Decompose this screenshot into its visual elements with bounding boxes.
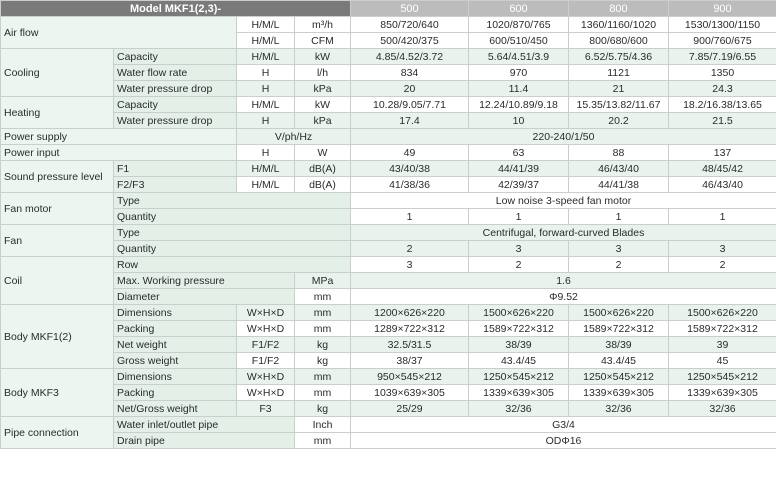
- value-cell: 63: [469, 145, 569, 161]
- value-cell: 1039×639×305: [351, 385, 469, 401]
- table-row: [1, 257, 776, 273]
- value-cell: 137: [669, 145, 776, 161]
- value-cell: 2: [569, 257, 669, 273]
- value-cell: 1500×626×220: [469, 305, 569, 321]
- unit-cell: mm: [295, 369, 351, 385]
- value-cell: 46/43/40: [569, 161, 669, 177]
- row-sub-label: Type: [114, 193, 351, 209]
- row-sub-label: Row: [114, 257, 351, 273]
- header-row: [1, 1, 776, 17]
- value-cell: 41/38/36: [351, 177, 469, 193]
- value-cell: 970: [469, 65, 569, 81]
- value-cell: 24.3: [669, 81, 776, 97]
- value-cell: 38/37: [351, 353, 469, 369]
- row-sub-label: Dimensions: [114, 369, 237, 385]
- condition-cell: W×H×D: [237, 305, 295, 321]
- row-group-label: Power supply: [1, 129, 237, 145]
- value-cell: 39: [669, 337, 776, 353]
- value-cell: 44/41/39: [469, 161, 569, 177]
- value-cell: 1530/1300/1150: [669, 17, 776, 33]
- value-cell: 20: [351, 81, 469, 97]
- table-row: [1, 49, 776, 65]
- row-sub-label: Quantity: [114, 209, 351, 225]
- condition-cell: H: [237, 145, 295, 161]
- table-row: [1, 161, 776, 177]
- value-cell: 1289×722×312: [351, 321, 469, 337]
- row-group-label: Sound pressure level: [1, 161, 114, 193]
- row-sub-label: Water inlet/outlet pipe: [114, 417, 295, 433]
- value-cell: 21.5: [669, 113, 776, 129]
- value-cell: 32/36: [669, 401, 776, 417]
- table-row: [1, 337, 776, 353]
- value-cell: 1589×722×312: [669, 321, 776, 337]
- value-cell: 3: [569, 241, 669, 257]
- value-cell: 49: [351, 145, 469, 161]
- row-sub-label: Type: [114, 225, 351, 241]
- condition-cell: F3: [237, 401, 295, 417]
- row-sub-label: Capacity: [114, 49, 237, 65]
- value-cell: 38/39: [469, 337, 569, 353]
- value-cell: 1: [351, 209, 469, 225]
- value-cell: 20.2: [569, 113, 669, 129]
- table-row: [1, 305, 776, 321]
- unit-cell: dB(A): [295, 177, 351, 193]
- unit-cell: kPa: [295, 113, 351, 129]
- row-group-label: Fan motor: [1, 193, 114, 225]
- table-row: [1, 113, 776, 129]
- row-sub-label: Gross weight: [114, 353, 237, 369]
- table-row: [1, 417, 776, 433]
- value-cell: 18.2/16.38/13.65: [669, 97, 776, 113]
- table-row: [1, 65, 776, 81]
- row-sub-label: Packing: [114, 385, 237, 401]
- value-cell: 950×545×212: [351, 369, 469, 385]
- value-cell: 3: [469, 241, 569, 257]
- unit-cell: kg: [295, 353, 351, 369]
- value-cell: 1339×639×305: [669, 385, 776, 401]
- row-sub-label: F2/F3: [114, 177, 237, 193]
- unit-cell: mm: [295, 385, 351, 401]
- table-row: [1, 385, 776, 401]
- merged-value-cell: Centrifugal, forward-curved Blades: [351, 225, 776, 241]
- table-row: [1, 401, 776, 417]
- unit-cell: mm: [295, 433, 351, 449]
- condition-cell: H: [237, 65, 295, 81]
- value-cell: 2: [669, 257, 776, 273]
- value-cell: 1: [569, 209, 669, 225]
- row-sub-label: Capacity: [114, 97, 237, 113]
- column-header-900: 900: [669, 1, 776, 17]
- value-cell: 850/720/640: [351, 17, 469, 33]
- unit-cell: dB(A): [295, 161, 351, 177]
- value-cell: 45: [669, 353, 776, 369]
- unit-cell: MPa: [295, 273, 351, 289]
- row-sub-label: Max. Working pressure: [114, 273, 295, 289]
- value-cell: 46/43/40: [669, 177, 776, 193]
- value-cell: 1250×545×212: [569, 369, 669, 385]
- unit-cell: W: [295, 145, 351, 161]
- unit-cell: kg: [295, 401, 351, 417]
- value-cell: 1250×545×212: [469, 369, 569, 385]
- table-row: [1, 129, 776, 145]
- merged-value-cell: Low noise 3-speed fan motor: [351, 193, 776, 209]
- value-cell: 32/36: [569, 401, 669, 417]
- value-cell: 1589×722×312: [469, 321, 569, 337]
- condition-cell: H/M/L: [237, 161, 295, 177]
- row-sub-label: Dimensions: [114, 305, 237, 321]
- unit-cell: CFM: [295, 33, 351, 49]
- row-group-label: Air flow: [1, 17, 237, 49]
- table-row: [1, 209, 776, 225]
- value-cell: 1339×639×305: [469, 385, 569, 401]
- condition-cell: W×H×D: [237, 369, 295, 385]
- row-group-label: Body MKF3: [1, 369, 114, 417]
- row-group-label: Pipe connection: [1, 417, 114, 449]
- value-cell: 1360/1160/1020: [569, 17, 669, 33]
- row-sub-label: Net weight: [114, 337, 237, 353]
- value-cell: 7.85/7.19/6.55: [669, 49, 776, 65]
- row-group-label: Cooling: [1, 49, 114, 97]
- value-cell: 4.85/4.52/3.72: [351, 49, 469, 65]
- table-row: [1, 273, 776, 289]
- unit-cell: kW: [295, 97, 351, 113]
- condition-cell: H: [237, 113, 295, 129]
- value-cell: 42/39/37: [469, 177, 569, 193]
- table-row: [1, 97, 776, 113]
- column-header-500: 500: [351, 1, 469, 17]
- value-cell: 1200×626×220: [351, 305, 469, 321]
- value-cell: 17.4: [351, 113, 469, 129]
- row-sub-label: Water flow rate: [114, 65, 237, 81]
- unit-cell: mm: [295, 305, 351, 321]
- value-cell: 43/40/38: [351, 161, 469, 177]
- model-header: Model MKF1(2,3)-: [1, 1, 351, 17]
- value-cell: 1121: [569, 65, 669, 81]
- value-cell: 48/45/42: [669, 161, 776, 177]
- value-cell: 2: [351, 241, 469, 257]
- value-cell: 600/510/450: [469, 33, 569, 49]
- value-cell: 32.5/31.5: [351, 337, 469, 353]
- table-row: [1, 369, 776, 385]
- row-sub-label: F1: [114, 161, 237, 177]
- condition-cell: H/M/L: [237, 177, 295, 193]
- row-sub-label: Quantity: [114, 241, 351, 257]
- value-cell: 15.35/13.82/11.67: [569, 97, 669, 113]
- unit-cell: kW: [295, 49, 351, 65]
- value-cell: 25/29: [351, 401, 469, 417]
- value-cell: 1: [669, 209, 776, 225]
- value-cell: 10.28/9.05/7.71: [351, 97, 469, 113]
- row-group-label: Coil: [1, 257, 114, 305]
- row-sub-label: Net/Gross weight: [114, 401, 237, 417]
- value-cell: 1500×626×220: [669, 305, 776, 321]
- unit-cell: kg: [295, 337, 351, 353]
- value-cell: 900/760/675: [669, 33, 776, 49]
- value-cell: 1: [469, 209, 569, 225]
- table-row: [1, 145, 776, 161]
- condition-cell: H/M/L: [237, 49, 295, 65]
- merged-value-cell: ODΦ16: [351, 433, 776, 449]
- table-row: [1, 241, 776, 257]
- merged-value-cell: 1.6: [351, 273, 776, 289]
- value-cell: 2: [469, 257, 569, 273]
- value-cell: 44/41/38: [569, 177, 669, 193]
- value-cell: 1350: [669, 65, 776, 81]
- table-row: [1, 289, 776, 305]
- value-cell: 3: [669, 241, 776, 257]
- value-cell: 32/36: [469, 401, 569, 417]
- row-sub-label: Water pressure drop: [114, 81, 237, 97]
- table-row: [1, 81, 776, 97]
- row-sub-label: Diameter: [114, 289, 295, 305]
- condition-cell: W×H×D: [237, 321, 295, 337]
- table-row: [1, 225, 776, 241]
- unit-cell: l/h: [295, 65, 351, 81]
- table-row: [1, 177, 776, 193]
- table-row: [1, 353, 776, 369]
- row-sub-label: Water pressure drop: [114, 113, 237, 129]
- value-cell: 21: [569, 81, 669, 97]
- value-cell: 10: [469, 113, 569, 129]
- value-cell: 88: [569, 145, 669, 161]
- value-cell: 1339×639×305: [569, 385, 669, 401]
- condition-cell: F1/F2: [237, 353, 295, 369]
- row-group-label: Fan: [1, 225, 114, 257]
- row-group-label: Power input: [1, 145, 237, 161]
- table-row: [1, 433, 776, 449]
- row-sub-label: Packing: [114, 321, 237, 337]
- row-group-label: Body MKF1(2): [1, 305, 114, 369]
- value-cell: 43.4/45: [569, 353, 669, 369]
- unit-cell: m³/h: [295, 17, 351, 33]
- merged-value-cell: G3/4: [351, 417, 776, 433]
- table-row: [1, 321, 776, 337]
- unit-cell: mm: [295, 289, 351, 305]
- value-cell: 834: [351, 65, 469, 81]
- condition-cell: F1/F2: [237, 337, 295, 353]
- unit-cell: Inch: [295, 417, 351, 433]
- condition-cell: H/M/L: [237, 17, 295, 33]
- value-cell: 6.52/5.75/4.36: [569, 49, 669, 65]
- value-cell: 800/680/600: [569, 33, 669, 49]
- value-cell: 1250×545×212: [669, 369, 776, 385]
- merged-value-cell: 220-240/1/50: [351, 129, 776, 145]
- column-header-800: 800: [569, 1, 669, 17]
- condition-cell: H: [237, 81, 295, 97]
- value-cell: 12.24/10.89/9.18: [469, 97, 569, 113]
- value-cell: 3: [351, 257, 469, 273]
- value-cell: 5.64/4.51/3.9: [469, 49, 569, 65]
- row-sub-label: Drain pipe: [114, 433, 295, 449]
- row-group-label: Heating: [1, 97, 114, 129]
- unit-cell: kPa: [295, 81, 351, 97]
- column-header-600: 600: [469, 1, 569, 17]
- condition-cell: H/M/L: [237, 97, 295, 113]
- table-row: [1, 17, 776, 33]
- value-cell: 1589×722×312: [569, 321, 669, 337]
- value-cell: 43.4/45: [469, 353, 569, 369]
- value-cell: 1500×626×220: [569, 305, 669, 321]
- table-row: [1, 193, 776, 209]
- value-cell: 38/39: [569, 337, 669, 353]
- unit-cell: V/ph/Hz: [237, 129, 351, 145]
- unit-cell: mm: [295, 321, 351, 337]
- value-cell: 1020/870/765: [469, 17, 569, 33]
- condition-cell: W×H×D: [237, 385, 295, 401]
- value-cell: 11.4: [469, 81, 569, 97]
- condition-cell: H/M/L: [237, 33, 295, 49]
- value-cell: 500/420/375: [351, 33, 469, 49]
- merged-value-cell: Φ9.52: [351, 289, 776, 305]
